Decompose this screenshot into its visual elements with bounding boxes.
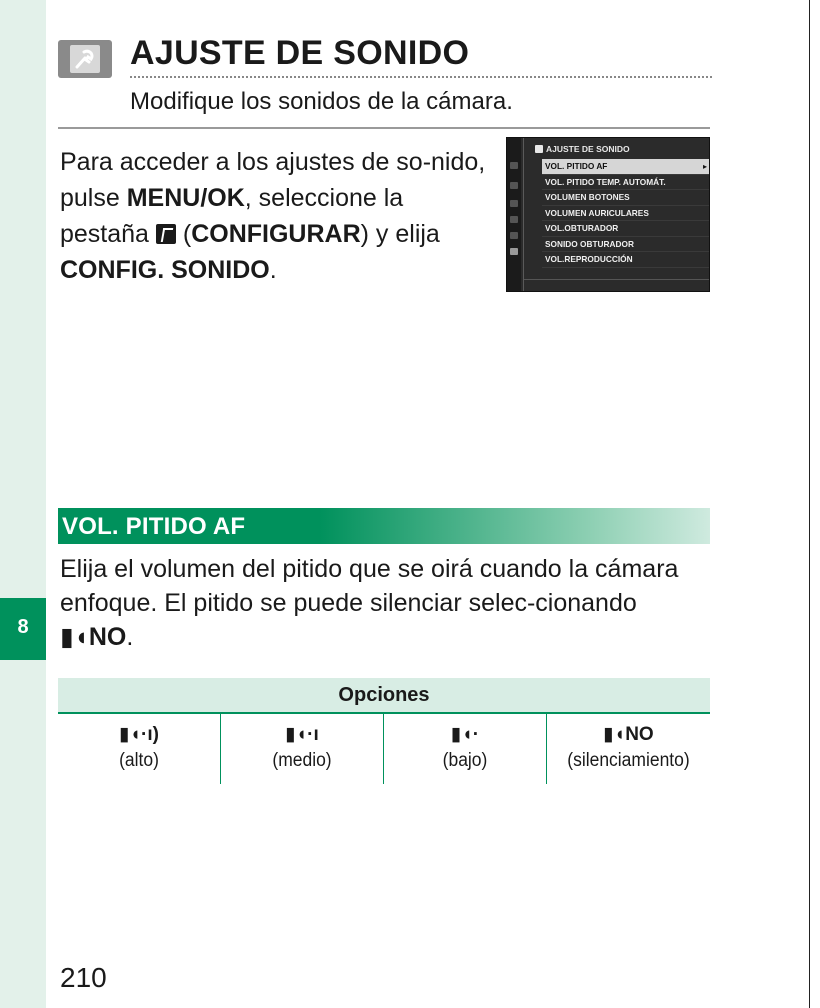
title-dotted-rule: [130, 76, 712, 78]
option-label: (medio): [272, 750, 332, 771]
intro-menu-ok: MENU/OK: [126, 184, 245, 212]
speaker-high-icon: ▮◖·ı): [119, 724, 159, 745]
af-mf-tab-icon: [510, 182, 518, 189]
speaker-low-icon: ▮◖·: [450, 724, 480, 745]
movie-tab-icon: [510, 232, 518, 239]
camera-tab-icon: [510, 200, 518, 207]
options-header-label: Opciones: [338, 683, 430, 706]
options-row: [58, 714, 710, 784]
camera-menu-item: VOLUMEN BOTONES: [542, 190, 710, 206]
camera-menu-item: VOL.REPRODUCCIÓN: [542, 252, 710, 268]
side-strip: [0, 0, 46, 1008]
section-body-2: .: [126, 623, 134, 651]
wrench-tab-icon: [156, 224, 176, 244]
options-table-header: [58, 678, 710, 714]
setup-tab-icon: [510, 248, 518, 255]
camera-menu-item: VOL. PITIDO TEMP. AUTOMÁT.: [542, 175, 710, 191]
intro-text-5: .: [269, 256, 277, 284]
page-title: AJUSTE DE SONIDO: [130, 34, 470, 72]
camera-menu-title: AJUSTE DE SONIDO: [546, 144, 630, 154]
intro-paragraph: [60, 144, 490, 288]
camera-tab-column: [507, 138, 521, 292]
camera-menu-list: [542, 159, 710, 268]
page-number: 210: [60, 962, 107, 993]
image-quality-tab-icon: [510, 162, 518, 169]
section-paragraph: [60, 552, 710, 654]
intro-text-1: Para acceder a los ajustes de so-nido, pulse: [60, 148, 486, 212]
speaker-mute-icon: ▮◖NO: [603, 724, 654, 745]
option-cell: [58, 714, 221, 784]
title-rule: [58, 127, 710, 129]
camera-bottom-line: [524, 279, 710, 280]
intro-config-sonido: CONFIG. SONIDO: [60, 256, 270, 284]
speaker-mute-icon: ▮◖: [60, 623, 89, 651]
chapter-number: 8: [17, 616, 29, 638]
intro-configurar: CONFIGURAR: [191, 220, 361, 248]
speaker-medium-icon: ▮◖·ı: [285, 724, 319, 745]
option-label: (silenciamiento): [567, 750, 690, 771]
section-body-1: Elija el volumen del pitido que se oirá cuando la cámara enfoque. El pitido se puede silenciar selec-cionando: [60, 555, 679, 617]
option-label: (bajo): [442, 750, 488, 771]
camera-menu-item: SONIDO OBTURADOR: [542, 237, 710, 253]
camera-menu-item: VOL. PITIDO AF ▸: [542, 159, 710, 175]
page-subtitle: Modifique los sonidos de la cámara.: [130, 88, 513, 115]
camera-menu-item: VOL.OBTURADOR: [542, 221, 710, 237]
section-title: VOL. PITIDO AF: [62, 513, 246, 540]
wrench-small-icon: [535, 145, 543, 153]
section-banner: [58, 508, 710, 544]
page-right-border: [809, 0, 811, 1008]
flash-tab-icon: [510, 216, 518, 223]
option-cell: [547, 714, 710, 784]
camera-menu-header: [535, 144, 630, 154]
intro-text-2: , seleccione la pestaña: [60, 184, 404, 248]
option-label: (alto): [119, 750, 159, 771]
wrench-icon-inner: [70, 45, 100, 73]
section-mute-label: NO: [88, 623, 127, 651]
chapter-tab: [0, 598, 46, 660]
camera-menu-item: VOLUMEN AURICULARES: [542, 206, 710, 222]
camera-divider: [523, 138, 524, 292]
camera-menu-screenshot: [506, 137, 710, 292]
option-cell: [221, 714, 384, 784]
intro-text-4: ) y elija: [360, 220, 440, 248]
wrench-icon: [58, 40, 112, 78]
intro-text-3: (: [175, 220, 192, 248]
options-table: [58, 678, 710, 784]
option-cell: [384, 714, 547, 784]
